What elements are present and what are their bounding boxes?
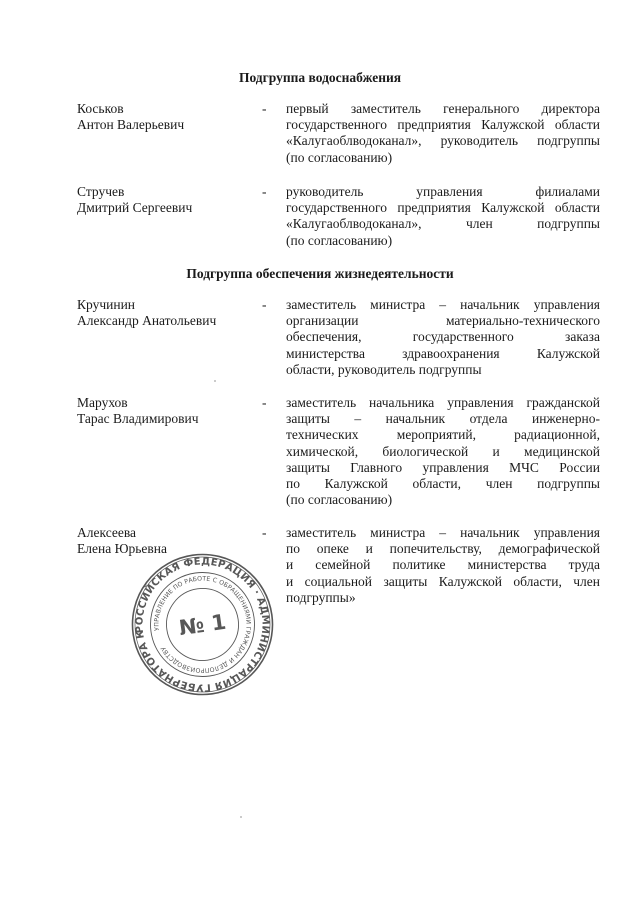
- stamp-outer-text: РОССИЙСКАЯ ФЕДЕРАЦИЯ · АДМИНИСТРАЦИЯ ГУБЕРНАТОРА КАЛУЖСКОЙ: [134, 556, 271, 693]
- member-surname: Алексеева: [77, 525, 137, 540]
- member-position: [286, 101, 600, 166]
- position-line: организации материально-технического: [286, 313, 600, 329]
- member-name: [77, 395, 257, 427]
- position-line: министерства здравоохранения Калужской: [286, 345, 600, 361]
- dash: -: [262, 184, 267, 199]
- member-position: [286, 395, 600, 508]
- position-line: заместитель министра – начальник управления: [286, 297, 600, 312]
- official-stamp: [130, 552, 275, 697]
- member-given-names: Елена Юрьевна: [77, 541, 167, 557]
- member-given-names: Тарас Владимирович: [77, 411, 199, 427]
- position-line: обеспечения, государственного заказа: [286, 329, 600, 345]
- member-surname: Коськов: [77, 101, 124, 116]
- position-line: по Калужской области, член подгруппы: [286, 476, 600, 492]
- position-line: по опеке и попечительству, демографической: [286, 541, 600, 557]
- member-name: [77, 101, 257, 133]
- position-line: (по согласованию): [286, 149, 393, 165]
- position-line: защиты – начальник отдела инженерно-: [286, 411, 600, 427]
- member-position: [286, 184, 600, 249]
- position-line: «Калугаоблводоканал», член подгруппы: [286, 216, 600, 232]
- member-name: [77, 184, 257, 216]
- position-line: «Калугаоблводоканал», руководитель подгруппы: [286, 133, 600, 149]
- dash: -: [262, 395, 267, 410]
- position-line: и семейной политике министерства труда: [286, 557, 600, 573]
- dash: -: [262, 101, 267, 116]
- stamp-inner-text: УПРАВЛЕНИЕ ПО РАБОТЕ С ОБРАЩЕНИЯМИ ГРАЖДАН И ДЕЛОПРОИЗВОДСТВУ: [153, 575, 252, 674]
- position-line: технических мероприятий, радиационной,: [286, 427, 600, 443]
- member-position: [286, 525, 600, 606]
- member-surname: Стручев: [77, 184, 125, 199]
- member-surname: Кручинин: [77, 297, 136, 312]
- position-line: заместитель начальника управления гражданской: [286, 395, 600, 410]
- position-line: защиты Главного управления МЧС России: [286, 459, 600, 475]
- dash: -: [262, 525, 267, 540]
- position-line: области, руководитель подгруппы: [286, 361, 482, 377]
- member-given-names: Александр Анатольевич: [77, 313, 217, 329]
- position-line: подгруппы»: [286, 589, 356, 605]
- section-title-life-support: Подгруппа обеспечения жизнедеятельности: [186, 266, 454, 281]
- position-line: заместитель министра – начальник управления: [286, 525, 600, 540]
- position-line: химической, биологической и медицинской: [286, 443, 600, 459]
- scan-speck: [240, 816, 242, 818]
- member-given-names: Дмитрий Сергеевич: [77, 200, 193, 216]
- position-line: первый заместитель генерального директора: [286, 101, 600, 116]
- position-line: государственного предприятия Калужской области: [286, 200, 600, 216]
- member-position: [286, 297, 600, 378]
- position-line: и социальной защиты Калужской области, член: [286, 573, 600, 589]
- position-line: (по согласованию): [286, 232, 393, 248]
- scan-speck: [214, 380, 216, 382]
- position-line: (по согласованию): [286, 492, 393, 508]
- section-title-water-supply: Подгруппа водоснабжения: [238, 70, 402, 85]
- position-line: государственного предприятия Калужской области: [286, 117, 600, 133]
- position-line: руководитель управления филиалами: [286, 184, 600, 199]
- member-given-names: Антон Валерьевич: [77, 117, 185, 133]
- member-surname: Марухов: [77, 395, 128, 410]
- member-name: [77, 297, 257, 329]
- stamp-number: № 1: [177, 609, 228, 641]
- dash: -: [262, 297, 267, 312]
